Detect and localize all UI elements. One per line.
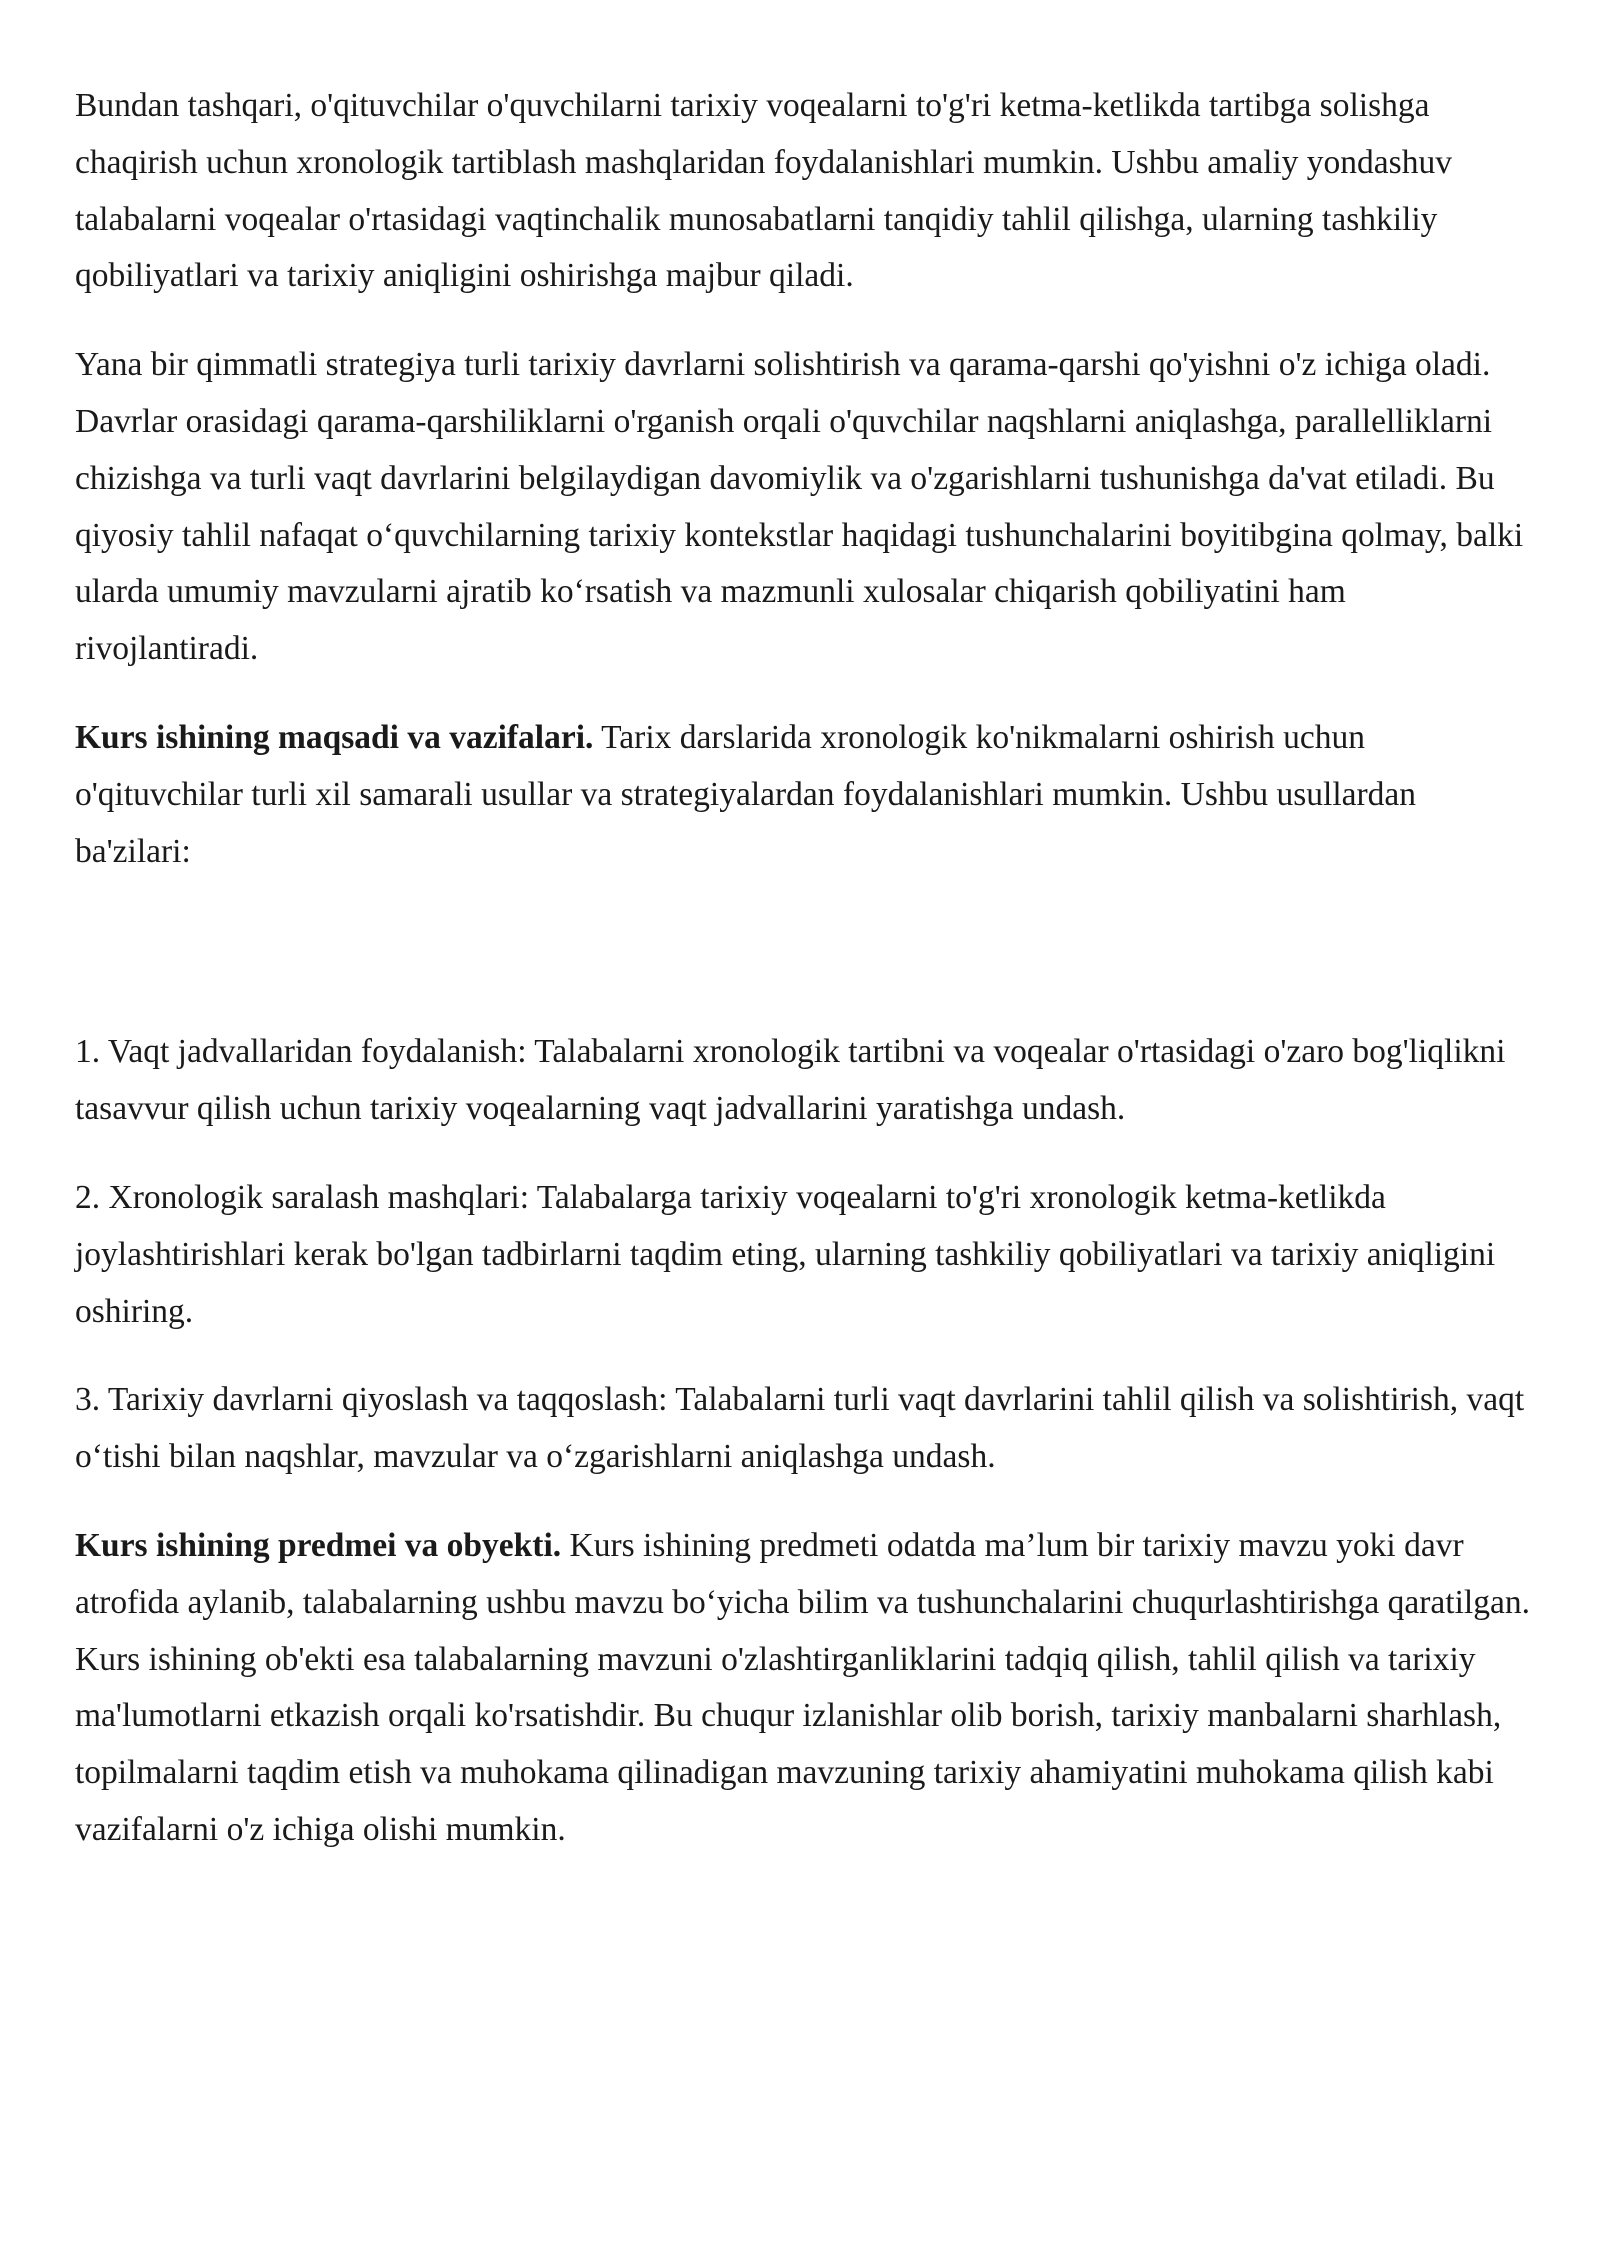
section-subject-body: Kurs ishining predmeti odatda ma’lum bir tarixiy mavzu yoki davr atrofida aylanib, talabalarning ushbu mavzu bo‘yicha bilim va tushunchalarini chuqurlashtirishga qaratilgan. Kurs ishining ob'ekti esa talabalarning mavzuni o'zlashtirganliklarini tadqiq qilish, tahlil qilish va tarixiy ma'lumotlarni etkazish orqali ko'rsatishdir. Bu chuqur izlanishlar olib borish, tarixiy manbalarni sharhlash, topilmalarni taqdim etish va muhokama qilinadigan mavzuning tarixiy ahamiyatini muhokama qilish kabi vazifalarni o'z ichiga olishi mumkin. <box>75 1526 1530 1848</box>
section-goals-paragraph <box>75 710 1535 880</box>
paragraph-chronological-ordering: Bundan tashqari, o'qituvchilar o'quvchilarni tarixiy voqealarni to'g'ri ketma-ketlikda tartibga solishga chaqirish uchun xronologik tartiblash mashqlaridan foydalanishlari mumkin. Ushbu amaliy yondashuv talabalarni voqealar o'rtasidagi vaqtinchalik munosabatlarni tanqidiy tahlil qilishga, ularning tashkiliy qobiliyatlari va tarixiy aniqligini oshirishga majbur qiladi. <box>75 87 1452 295</box>
paragraph-gap <box>75 305 1535 337</box>
section-subject-paragraph <box>75 1518 1535 1859</box>
section-subject-heading: Kurs ishining predmei va obyekti. <box>75 1526 562 1564</box>
paragraph-gap <box>75 1340 1535 1372</box>
paragraph-gap <box>75 1486 1535 1518</box>
section-goals-heading: Kurs ishining maqsadi va vazifalari. <box>75 718 594 756</box>
list-item-comparing-periods: 3. Tarixiy davrlarni qiyoslash va taqqoslash: Talabalarni turli vaqt davrlarini tahlil qilish va solishtirish, vaqt o‘tishi bilan naqshlar, mavzular va o‘zgarishlarni aniqlashga undash. <box>75 1381 1525 1476</box>
list-item-sorting-exercises: 2. Xronologik saralash mashqlari: Talabalarga tarixiy voqealarni to'g'ri xronologik ketma-ketlikda joylashtirishlari kerak bo'lgan tadbirlarni taqdim eting, ularning tashkiliy qobiliyatlari va tarixiy aniqligini oshiring. <box>75 1178 1496 1330</box>
section-gap <box>75 880 1535 1024</box>
paragraph-gap <box>75 678 1535 710</box>
document-page <box>75 78 1535 1859</box>
paragraph-comparing-periods: Yana bir qimmatli strategiya turli tarixiy davrlarni solishtirish va qarama-qarshi qo'yishni o'z ichiga oladi. Davrlar orasidagi qarama-qarshiliklarni o'rganish orqali o'quvchilar naqshlarni aniqlashga, parallelliklarni chizishga va turli vaqt davrlarini belgilaydigan davomiylik va o'zgarishlarni tushunishga da'vat etiladi. Bu qiyosiy tahlil nafaqat o‘quvchilarning tarixiy kontekstlar haqidagi tushunchalarini boyitibgina qolmay, balki ularda umumiy mavzularni ajratib ko‘rsatish va mazmunli xulosalar chiqarish qobiliyatini ham rivojlantiradi. <box>75 346 1524 668</box>
paragraph-gap <box>75 1138 1535 1170</box>
section-goals-body: Tarix darslarida xronologik ko'nikmalarni oshirish uchun o'qituvchilar turli xil samarali usullar va strategiyalardan foydalanishlari mumkin. Ushbu usullardan ba'zilari: <box>75 718 1417 870</box>
list-item-timelines: 1. Vaqt jadvallaridan foydalanish: Talabalarni xronologik tartibni va voqealar o'rtasidagi o'zaro bog'liqlikni tasavvur qilish uchun tarixiy voqealarning vaqt jadvallarini yaratishga undash. <box>75 1033 1506 1128</box>
